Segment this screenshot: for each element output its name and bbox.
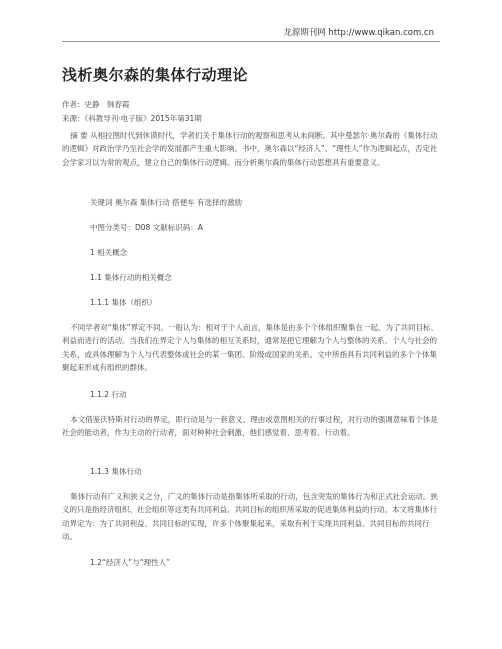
abstract-block [62, 129, 440, 169]
paragraph-2: 本文借鉴沃特斯对行动的界定，即行动是与一套意义、理由或意图相关的行事过程，对行动的强调意味着个体是社会的能动者，作为主动的行动者，面对种种社会刺激，他们感觉着、思考着、行动着。 [62, 415, 438, 438]
keywords: 关键词 奥尔森 集体行动 搭便车 有选择的激励 [90, 198, 243, 207]
section-heading-1-2: 1.2“经济人”与“理性人” [90, 558, 170, 567]
paragraph-3: 集体行动有广义和狭义之分，广义的集体行动是指集体所采取的行动，包含突发的集体行为和正式社会运动。狭义的只是指经济组织、社会组织等这类有共同利益、共同目标的组织所采取的促进集体利益的行动。本文将集体行动界定为：为了共同利益、共同目标的实现，许多个体聚集起来，采取有利于实现共同利益、共同目标的共同行动。 [62, 492, 438, 541]
article-authors: 作者：史静 韩春霞 [62, 100, 130, 109]
abstract-text: 摘 要 从相拉图时代到休谟时代，学者们关于集体行动的观察和思考从未间断。其中曼瑟尔·奥尔森的《集体行动的逻辑》对政治学乃至社会学的发展都产生重大影响。书中，奥尔森以“经济人”、“理性人”作为逻辑起点，否定社会学家习以为常的观点，建立自己的集体行动逻辑。而分析奥尔森的集体行动思想具有重要意义。 [62, 131, 438, 167]
section-heading-1-1-1: 1.1.1 集体（组织） [90, 298, 157, 307]
section-heading-1-1: 1.1 集体行动的相关概念 [90, 273, 172, 282]
article-source: 来源：《科教导刊·电子版》2015年第31期 [62, 114, 202, 123]
section-heading-1-1-2: 1.1.2 行动 [90, 390, 127, 399]
classification: 中图分类号：D08 文献标识码：A [90, 223, 203, 232]
header-site-url: 龙源期刊网 http://www.qikan.com.cn [283, 28, 434, 38]
section-heading-1: 1 相关概念 [90, 248, 128, 257]
section-heading-1-1-3: 1.1.3 集体行动 [90, 467, 142, 476]
paragraph-1: 不同学者对“集体”界定不同。一般认为：相对于个人而言，集体是由多个个体组织聚集在一起，为了共同目标、利益而进行的活动。当我们在界定个人与集体的相互关系时，通常是把它理解为个人与整体的关系、个人与社会的关系，或具体理解为个人与代表整体或社会的某一集团、阶级或国家的关系。文中所指具有共同利益的多个个体集聚起来形成有组织的群体。 [62, 323, 439, 372]
article-title: 浅析奥尔森的集体行动理论 [62, 66, 249, 84]
header-divider [62, 41, 440, 42]
